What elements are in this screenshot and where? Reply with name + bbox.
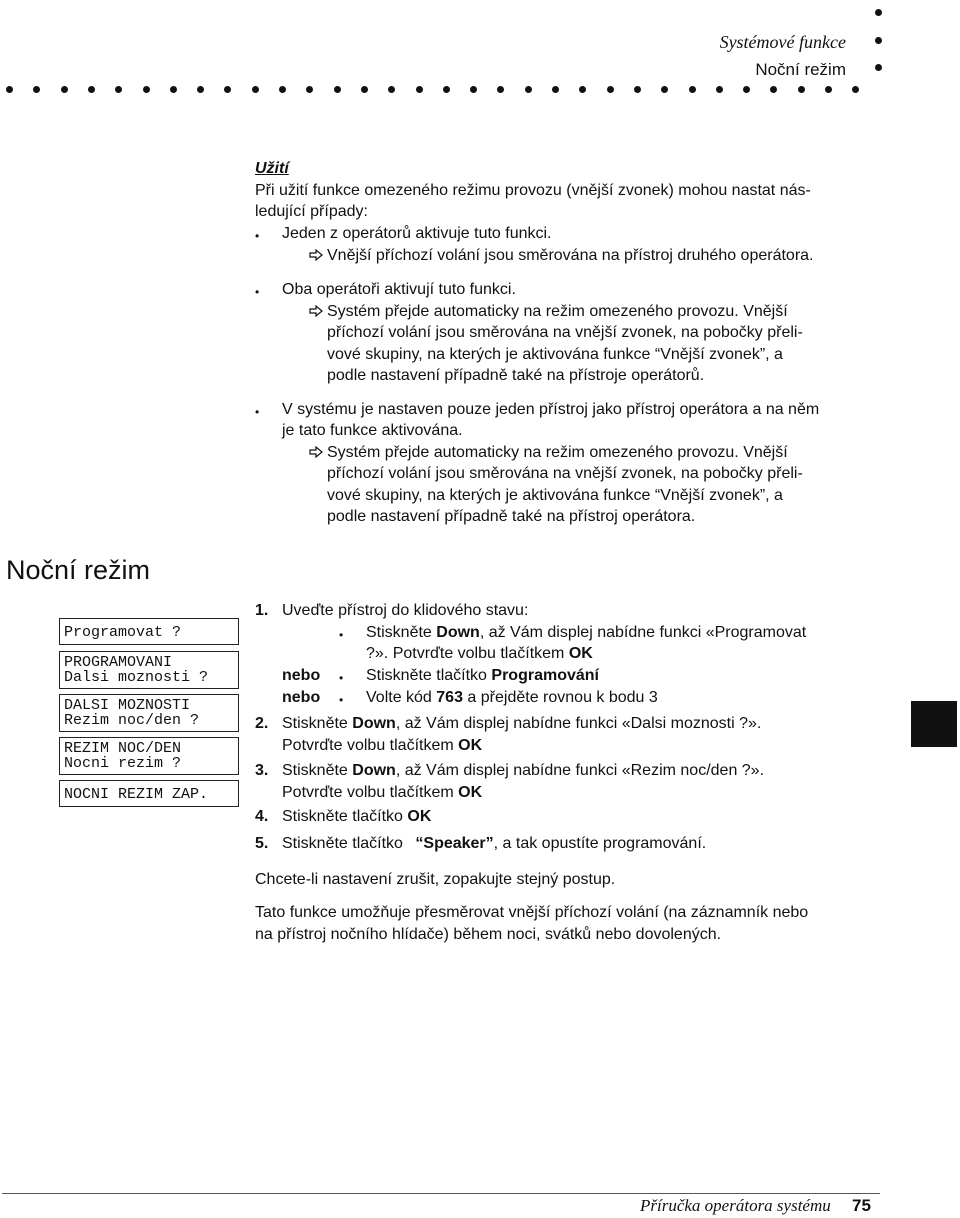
case2-line-3: vové skupiny, na kterých je aktivována funkce “Vnější zvonek”, a — [327, 346, 783, 363]
display-box-dalsi-moznosti — [59, 694, 239, 732]
step-1a-line-1: Stiskněte Down, až Vám displej nabídne funkci «Programovat — [366, 624, 807, 641]
header-dot — [33, 86, 40, 93]
case3-title-line-1: V systému je nastaven pouze jeden přístroj jako přístroj operátora a na něm — [282, 401, 820, 418]
display-line: NOCNI REZIM ZAP. — [64, 786, 209, 803]
description-line-1: Tato funkce umožňuje přesměrovat vnější příchozí volání (na záznamník nebo — [255, 904, 809, 921]
case3-line-4: podle nastavení případně také na přístroj operátora. — [327, 508, 696, 525]
header-dot — [875, 37, 882, 44]
display-line: REZIM NOC/DEN — [64, 740, 182, 757]
step-2-line-2: Potvrďte volbu tlačítkem OK — [282, 737, 483, 754]
header-dot — [798, 86, 805, 93]
side-section-title: Noční režim — [6, 555, 151, 585]
step-number-2: 2. — [255, 715, 269, 732]
bullet-dot: • — [255, 405, 260, 419]
header-page-topic: Noční režim — [755, 60, 846, 79]
header-dot — [224, 86, 231, 93]
step-number-1: 1. — [255, 602, 269, 619]
header-dot — [470, 86, 477, 93]
header-dot — [634, 86, 641, 93]
case3-line-2: příchozí volání jsou směrována na vnější zvonek, na pobočky přeli- — [327, 465, 803, 482]
header-dot — [88, 86, 95, 93]
display-box-rezim-noc-den — [59, 737, 239, 775]
bullet-dot: • — [339, 628, 344, 642]
header-dot — [689, 86, 696, 93]
display-line: Programovat ? — [64, 624, 182, 641]
step-number-5: 5. — [255, 835, 269, 852]
header-dot — [443, 86, 450, 93]
case2-line-1: Systém přejde automaticky na režim omezeného provozu. Vnější — [309, 301, 788, 323]
step-number-4: 4. — [255, 808, 269, 825]
header-dotted-rule — [0, 86, 960, 94]
step-1c-text: Volte kód 763 a přejděte rovnou k bodu 3 — [366, 689, 658, 706]
case2-line-4: podle nastavení případně také na přístroje operátorů. — [327, 367, 705, 384]
header-section-title: Systémové funkce — [719, 32, 846, 52]
header-dot — [607, 86, 614, 93]
step-5-text: Stiskněte tlačítko “Speaker”, a tak opustíte programování. — [282, 835, 707, 852]
display-line: Nocni rezim ? — [64, 755, 182, 772]
page-number: 75 — [852, 1196, 871, 1215]
display-line: DALSI MOZNOSTI — [64, 697, 191, 714]
or-label: nebo — [282, 689, 321, 706]
header-dot — [279, 86, 286, 93]
case2-line-2: příchozí volání jsou směrována na vnější zvonek, na pobočky přeli- — [327, 324, 803, 341]
header-dot — [197, 86, 204, 93]
display-box-programovani — [59, 651, 239, 689]
step-3-line-2: Potvrďte volbu tlačítkem OK — [282, 784, 483, 801]
display-line: Dalsi moznosti ? — [64, 669, 209, 686]
usage-intro-line-1: Při užití funkce omezeného režimu provozu (vnější zvonek) mohou nastat nás- — [255, 182, 811, 199]
display-line: Rezim noc/den ? — [64, 712, 200, 729]
header-dot — [388, 86, 395, 93]
header-dot — [852, 86, 859, 93]
header-dot — [661, 86, 668, 93]
header-dot — [143, 86, 150, 93]
header-dot — [875, 64, 882, 71]
bullet-dot: • — [339, 693, 344, 707]
bullet-dot: • — [255, 229, 260, 243]
or-label: nebo — [282, 667, 321, 684]
step-1b-text: Stiskněte tlačítko Programování — [366, 667, 599, 684]
header-dot — [115, 86, 122, 93]
header-dot — [6, 86, 13, 93]
step-2-line-1: Stiskněte Down, až Vám displej nabídne funkci «Dalsi moznosti ?». — [282, 715, 762, 732]
header-dot — [825, 86, 832, 93]
header-dot — [306, 86, 313, 93]
header-dot — [552, 86, 559, 93]
bullet-dot: • — [339, 671, 344, 685]
bullet-dot: • — [255, 285, 260, 299]
arrow-right-icon — [309, 303, 327, 320]
header-dot — [770, 86, 777, 93]
case1-result: Vnější příchozí volání jsou směrována na přístroj druhého operátora. — [309, 245, 814, 267]
usage-intro-line-2: ledující případy: — [255, 203, 368, 220]
step-3-line-1: Stiskněte Down, až Vám displej nabídne funkci «Rezim noc/den ?». — [282, 762, 765, 779]
header-dot — [525, 86, 532, 93]
case3-line-1: Systém přejde automaticky na režim omezeného provozu. Vnější — [309, 442, 788, 464]
display-box-programovat — [59, 618, 239, 645]
case3-title-line-2: je tato funkce aktivována. — [282, 422, 463, 439]
header-dot — [334, 86, 341, 93]
description-line-2: na přístroj nočního hlídače) během noci, svátků nebo dovolených. — [255, 926, 722, 943]
header-dot — [361, 86, 368, 93]
header-dot — [875, 9, 882, 16]
step-4-text: Stiskněte tlačítko OK — [282, 808, 432, 825]
case2-title: Oba operátoři aktivují tuto funkci. — [282, 281, 516, 298]
footer-title: Příručka operátora systému — [640, 1196, 831, 1215]
display-box-nocni-rezim-zap — [59, 780, 239, 807]
chapter-thumb-tab — [911, 701, 957, 747]
step-1a-line-2: ?». Potvrďte volbu tlačítkem OK — [366, 645, 593, 662]
display-line: PROGRAMOVANI — [64, 654, 173, 671]
step-number-3: 3. — [255, 762, 269, 779]
case1-title: Jeden z operátorů aktivuje tuto funkci. — [282, 225, 552, 242]
arrow-right-icon — [309, 444, 327, 461]
header-dot — [61, 86, 68, 93]
header-dot — [170, 86, 177, 93]
header-dot — [743, 86, 750, 93]
header-dot — [416, 86, 423, 93]
header-dot — [252, 86, 259, 93]
step-1-text: Uveďte přístroj do klidového stavu: — [282, 602, 529, 619]
arrow-right-icon — [309, 247, 327, 264]
cancel-note: Chcete-li nastavení zrušit, zopakujte stejný postup. — [255, 871, 616, 888]
header-dot — [497, 86, 504, 93]
footer-rule — [2, 1193, 880, 1194]
header-dot — [579, 86, 586, 93]
usage-heading: Užití — [255, 160, 289, 177]
header-dot — [716, 86, 723, 93]
case3-line-3: vové skupiny, na kterých je aktivována funkce “Vnější zvonek”, a — [327, 487, 783, 504]
